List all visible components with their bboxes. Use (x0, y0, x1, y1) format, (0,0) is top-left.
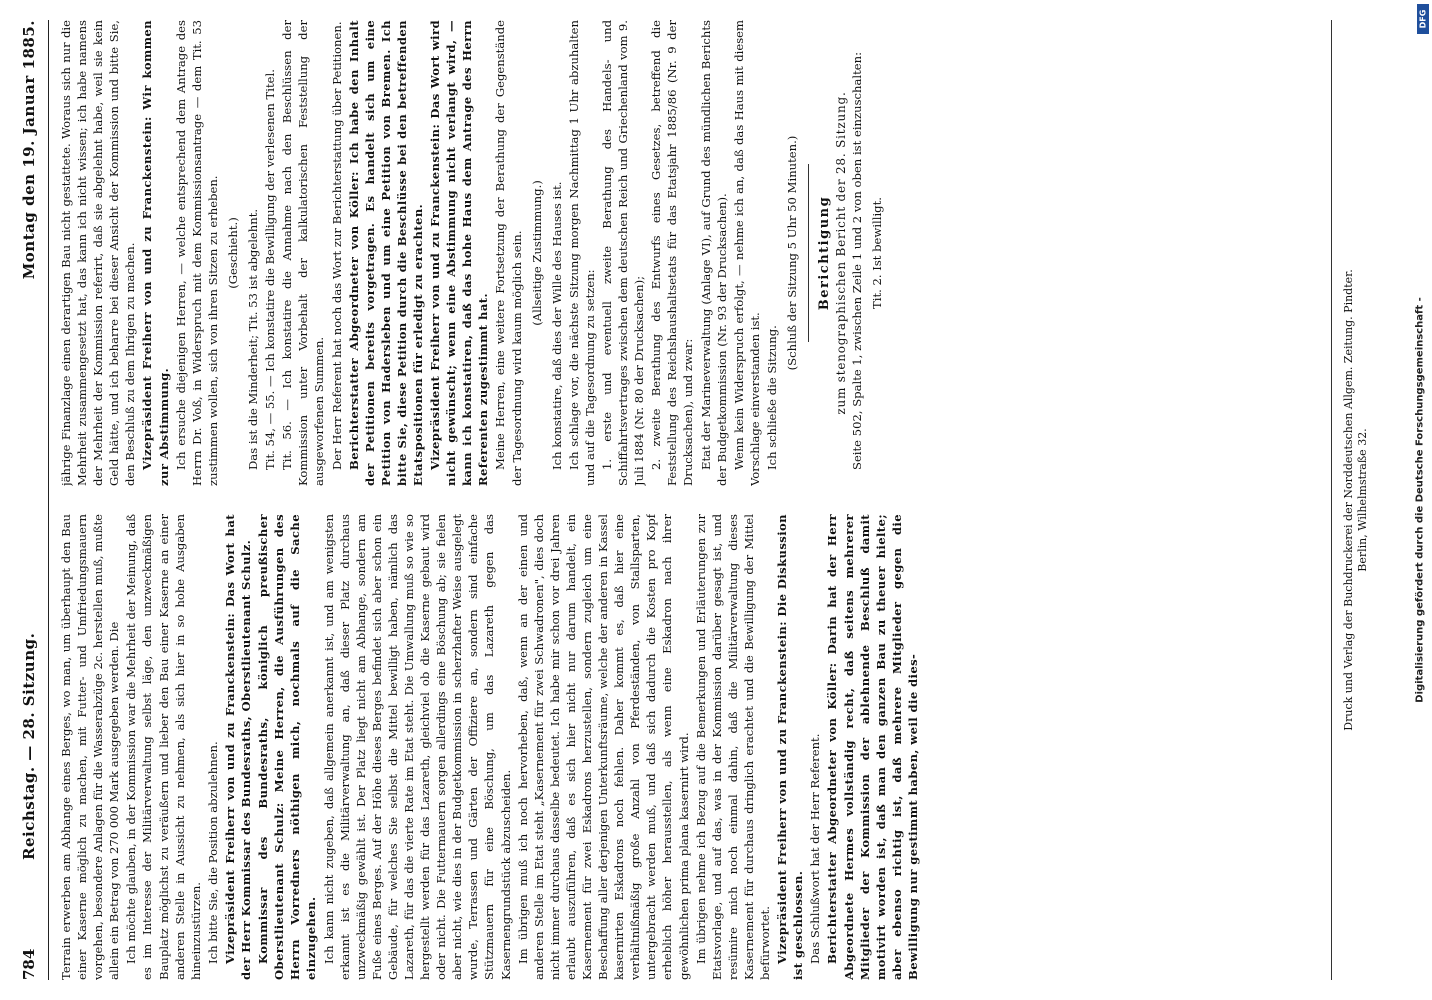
imprint (1342, 0, 1370, 1000)
speaker-paragraph: Kommissar des Bundesraths, königlich preußischer Oberstlieutenant Schulz: Meine Herren, die Ausführungen des Herrn Vorredners nöthigen mich, nochmals auf die Sache einzugehen. (256, 514, 319, 980)
paragraph: Ich konstatire, daß dies der Wille des Hauses ist. (549, 181, 564, 470)
paragraph: Wenn kein Widerspruch erfolgt, — nehme ich an, daß das Haus mit diesem Vorschlage einverstanden ist. (731, 20, 762, 486)
paragraph: Im übrigen muß ich noch hervorheben, daß, wenn an der einen und anderen Stelle im Etat steht „Kasernement für zwei Schwadronen", dies doch nicht immer durchaus dasselbe bedeutet. Ich habe mir schon vor drei Jahren erlaubt auszuführen, daß es sich hier nicht nur darum handelt, ein Kasernement für zwei Eskadrons herzustellen, sondern zugleich um eine Beschaffung aller derjenigen Unterkunftsräume, welche der anderen in Kassel kasernirten Eskadrons noch fehlen. Daher kommt es, daß hier eine verhältnißmäßig große Anzahl von Pferdeständen, von Stallsparten, untergebracht werden muß, und daß sich dadurch die Kosten pro Kopf erheblich höher herausstellen, als wenn eine Eskadron nach ihrer gewöhnlichen prima plana kasernirt wird. (515, 514, 691, 980)
paragraph: Ich ersuche diejenigen Herren, — welche entsprechend dem Antrage des Herrn Dr. Voß, in Widerspruch mit dem Kommissionsantrage — dem Tit. 53 zustimmen wollen, sich von ihren Sitzen zu erheben. (173, 20, 220, 486)
section-rule (808, 164, 809, 341)
correction-subtitle: zum stenographischen Bericht der 28. Sitzung. (834, 91, 849, 415)
paragraph: Tit. 56. — Ich konstatire die Annahme nach den Beschlüssen der Kommission unter Vorbehalt der kalkulatorischen Feststellung der ausgeworfenen Summen. (280, 20, 327, 486)
column-right (58, 20, 1320, 486)
column-left (58, 514, 1320, 980)
header-rule (48, 20, 49, 980)
paragraph: Meine Herren, eine weitere Fortsetzung der Berathung der Gegenstände der Tagesordnung wird kaum möglich sein. (493, 20, 524, 486)
paragraph: jährige Finanzlage einen derartigen Bau nicht gestattete. Woraus sich nur die Mehrheit zusammengesetzt hat, das kann ich nicht wissen; ich habe namens der Mehrheit der Kommission referirt, daß sie abgelehnt habe, weil sie kein Geld hätte, und ich beharre bei dieser Ansicht der Kommission und bitte Sie, den Beschluß zu dem Ihrigen zu machen. (59, 20, 138, 486)
paragraph: Ich schlage vor, die nächste Sitzung morgen Nachmittag 1 Uhr abzuhalten und auf die Tagesordnung zu setzen: (566, 20, 597, 486)
paragraph: Terrain erwerben am Abhange eines Berges, wo man, um überhaupt den Bau einer Kaserne möglich zu machen, mit Futter- und Umfriedungsmauern vorgehen, besondere Anlagen für die Wasserabzüge 2c. herstellen muß, mußte allein ein Betrag von 270 000 Mark ausgegeben werden. Die (59, 514, 122, 980)
paragraph: Ich bitte Sie, die Position abzulehnen. (205, 741, 220, 964)
rotated-newspaper-page (10, 0, 1410, 1000)
header-right-title: Montag den 19. Januar 1885. (20, 20, 38, 280)
speaker-paragraph: Vizepräsident Freiherr von und zu Franckenstein: Wir kommen zur Abstimmung. (140, 20, 171, 486)
stage-direction: (Allseitige Zustimmung.) (529, 180, 544, 326)
stage-direction: (Geschieht.) (225, 217, 240, 289)
paragraph: Tit. 54, — 55. — Ich konstatire die Bewilligung der verlesenen Titel. (263, 69, 278, 470)
correction-text: Tit. 2. Ist bewilligt. (870, 197, 885, 309)
digitization-sidebar (1394, 0, 1432, 1000)
page-number: 784 (20, 948, 38, 980)
header-left-title: Reichstag. — 28. Sitzung. (20, 632, 38, 860)
paragraph: Das ist die Minderheit; Tit. 53 ist abgelehnt. (246, 208, 261, 470)
stage-direction: (Schluß der Sitzung 5 Uhr 50 Minuten.) (785, 135, 800, 371)
agenda-subitem: Etat der Marineverwaltung (Anlage VI), auf Grund des mündlichen Berichts der Budgetkommission (Nr. 93 der Drucksachen). (698, 20, 729, 486)
speaker-paragraph: Vizepräsident Freiherr von und zu Franckenstein: Die Diskussion ist geschlossen. (775, 514, 806, 980)
dfg-logo-text: DFG (1418, 9, 1428, 29)
imprint-line: Berlin, Wilhelmstraße 32. (1356, 428, 1369, 572)
correction-text: Seite 502, Spalte 1, zwischen Zeile 1 und 2 von oben ist einzuschalten: (850, 52, 865, 470)
paragraph: Der Herr Referent hat noch das Wort zur Berichterstattung über Petitionen. (329, 21, 344, 470)
text-columns (58, 20, 1320, 980)
paragraph: Im übrigen nehme ich Bezug auf die Bemerkungen und Erläuterungen zur Etatsvorlage, und auf das, was in der Kommission darüber gesagt ist, und resümire mich noch einmal dahin, daß die Militärverwaltung dieses Kasernement für durchaus dringlich erachtet und die Bewilligung der Mittel befürwortet. (693, 514, 773, 980)
correction-title: Berichtigung (817, 195, 833, 311)
speaker-paragraph: Vizepräsident Freiherr von und zu Franckenstein: Das Wort wird nicht gewünscht; wenn eine Abstimmung nicht verlangt wird, — kann ich konstatiren, daß das hohe Haus dem Antrage des Herrn Referenten zugestimmt hat. (428, 20, 491, 486)
imprint-line: Druck und Verlag der Buchdruckerei der Norddeutschen Allgem. Zeitung. Pindter. (1342, 269, 1355, 731)
dfg-logo (1417, 4, 1429, 34)
page-header (20, 20, 48, 980)
paragraph: Ich kann nicht zugeben, daß allgemein anerkannt ist, und am wenigsten erkannt ist es die Militärverwaltung an, daß dieser Platz durchaus unzweckmäßig gewählt ist. Der Platz liegt nicht am Abhange, sondern am Fuße eines Berges. Auf der Höhe dieses Berges befindet sich aber schon ein Gebäude, für welches Sie selbst die Mittel bewilligt haben, nämlich das Lazareth, für das die vierte Rate im Etat steht. Die Umwallung muß so wie so hergestellt werden für das Lazareth, gleichviel ob die Kaserne gebaut wird oder nicht. Die Futtermauern sorgen allerdings eine Böschung ab; sie fielen aber nicht, wie dies in der Budgetkommission in scherzhafter Weise ausgelegt wurde, Terrassen und Gärten der Offiziere an, sondern sind einfache Stützmauern für eine Böschung, um das Lazareth gegen das Kasernengrundstück abzuscheiden. (321, 514, 513, 980)
footer-rule (1331, 20, 1332, 980)
paragraph: Ich möchte glauben, in der Kommission war die Mehrheit der Meinung, daß es im Interesse der Militärverwaltung selbst läge, den unzweckmäßigen Bauplatz möglichst zu veräußern und lieber den Bau einer Kaserne an einer anderen Stelle in Aussicht zu nehmen, als sich hier in so hohe Ausgaben hineinzustürzen. (124, 514, 203, 980)
speaker-paragraph: Berichterstatter Abgeordneter von Köller: Darin hat der Herr Abgeordnete Hermes vollständig recht, daß seitens mehrerer Mitglieder der Kommission der ablehnende Beschluß damit motivirt worden ist, daß man den ganzen Bau zu theuer hielte; aber ebenso richtig ist, daß mehrere Mitglieder gegen die Bewilligung nur gestimmt haben, weil die dies- (825, 514, 920, 980)
agenda-item: 2. zweite Berathung des Entwurfs eines Gesetzes, betreffend die Feststellung des Reichshaushaltsetats für das Etatsjahr 1885/86 (Nr. 9 der Drucksachen), und zwar: (649, 20, 696, 486)
agenda-item: 1. erste und eventuell zweite Berathung des Handels- und Schiffahrtsvertrages zwischen dem deutschen Reich und Griechenland vom 9. Juli 1884 (Nr. 80 der Drucksachen); (600, 20, 647, 486)
speaker-paragraph: Berichterstatter Abgeordneter von Köller: Ich habe den Inhalt der Petitionen bereits vorgetragen. Es handelt sich um eine Petition von Hadersleben und um eine Petition von Bremen. Ich bitte Sie, diese Petition durch die Beschlüsse bei den betreffenden Etatspositionen für erledigt zu erachten. (346, 20, 425, 486)
speaker-paragraph: Vizepräsident Freiherr von und zu Franckenstein: Das Wort hat der Herr Kommissar des Bundesraths, Oberstlieutenant Schulz. (222, 514, 254, 980)
paragraph: Das Schlußwort hat der Herr Referent. (808, 733, 823, 964)
digitization-note: Digitalisierung gefördert durch die Deutsche Forschungsgemeinschaft - (1414, 297, 1426, 703)
paragraph: Ich schließe die Sitzung. (764, 325, 779, 470)
